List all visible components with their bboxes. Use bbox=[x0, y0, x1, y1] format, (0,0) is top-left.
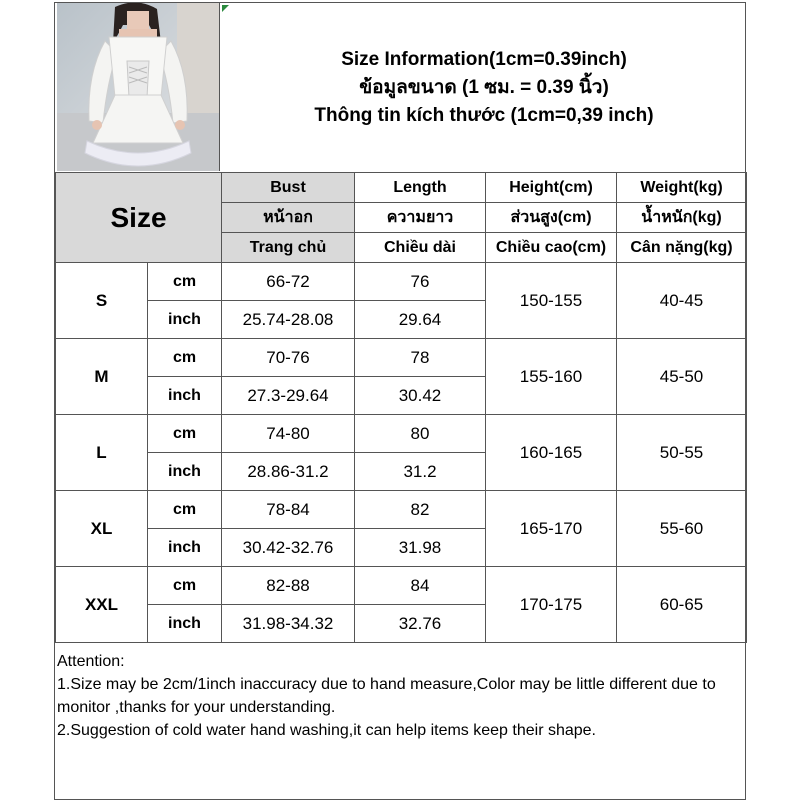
length-inch: 32.76 bbox=[355, 605, 486, 643]
length-header-th: ความยาว bbox=[355, 203, 486, 233]
weight-header-vi: Cân nặng(kg) bbox=[617, 233, 747, 263]
attention-heading: Attention: bbox=[57, 653, 125, 670]
unit-cm: cm bbox=[148, 263, 222, 301]
bust-inch: 27.3-29.64 bbox=[222, 377, 355, 415]
bust-header-th: หน้าอก bbox=[222, 203, 355, 233]
attention-notes bbox=[55, 647, 745, 745]
length-cm: 84 bbox=[355, 567, 486, 605]
height-header-vi: Chiều cao(cm) bbox=[486, 233, 617, 263]
height-value: 165-170 bbox=[486, 491, 617, 567]
height-value: 150-155 bbox=[486, 263, 617, 339]
bust-header-en: Bust bbox=[222, 173, 355, 203]
weight-value: 60-65 bbox=[617, 567, 747, 643]
length-header-vi: Chiều dài bbox=[355, 233, 486, 263]
weight-value: 55-60 bbox=[617, 491, 747, 567]
height-value: 155-160 bbox=[486, 339, 617, 415]
length-inch: 31.98 bbox=[355, 529, 486, 567]
height-header-th: ส่วนสูง(cm) bbox=[486, 203, 617, 233]
size-table bbox=[55, 172, 747, 643]
weight-header-en: Weight(kg) bbox=[617, 173, 747, 203]
length-header-en: Length bbox=[355, 173, 486, 203]
weight-value: 50-55 bbox=[617, 415, 747, 491]
bust-inch: 30.42-32.76 bbox=[222, 529, 355, 567]
bust-cm: 74-80 bbox=[222, 415, 355, 453]
dress-illustration bbox=[57, 3, 220, 171]
bust-inch: 28.86-31.2 bbox=[222, 453, 355, 491]
unit-cm: cm bbox=[148, 567, 222, 605]
bust-inch: 25.74-28.08 bbox=[222, 301, 355, 339]
attention-note-1: 1.Size may be 2cm/1inch inaccuracy due to hand measure,Color may be little different due to monitor ,thanks for your understanding. bbox=[57, 676, 716, 716]
table-row bbox=[56, 491, 747, 529]
weight-header-th: น้ำหนัก(kg) bbox=[617, 203, 747, 233]
unit-inch: inch bbox=[148, 605, 222, 643]
length-cm: 76 bbox=[355, 263, 486, 301]
height-value: 160-165 bbox=[486, 415, 617, 491]
unit-cm: cm bbox=[148, 415, 222, 453]
table-row bbox=[56, 567, 747, 605]
table-row bbox=[56, 263, 747, 301]
size-label: S bbox=[56, 263, 148, 339]
bust-cm: 82-88 bbox=[222, 567, 355, 605]
title-thai: ข้อมูลขนาด (1 ซม. = 0.39 นิ้ว) bbox=[359, 77, 609, 98]
length-cm: 78 bbox=[355, 339, 486, 377]
size-column-header: Size bbox=[56, 173, 222, 263]
size-label: M bbox=[56, 339, 148, 415]
bust-cm: 66-72 bbox=[222, 263, 355, 301]
length-inch: 31.2 bbox=[355, 453, 486, 491]
unit-inch: inch bbox=[148, 377, 222, 415]
title-english: Size Information(1cm=0.39inch) bbox=[341, 49, 627, 70]
height-header-en: Height(cm) bbox=[486, 173, 617, 203]
table-row bbox=[56, 415, 747, 453]
size-info-header bbox=[55, 3, 745, 173]
unit-inch: inch bbox=[148, 301, 222, 339]
bust-cm: 78-84 bbox=[222, 491, 355, 529]
size-chart-sheet bbox=[54, 2, 746, 800]
title-vietnamese: Thông tin kích thước (1cm=0,39 inch) bbox=[314, 105, 654, 126]
size-label: XXL bbox=[56, 567, 148, 643]
weight-value: 45-50 bbox=[617, 339, 747, 415]
unit-inch: inch bbox=[148, 529, 222, 567]
size-label: XL bbox=[56, 491, 148, 567]
length-cm: 80 bbox=[355, 415, 486, 453]
height-value: 170-175 bbox=[486, 567, 617, 643]
length-inch: 29.64 bbox=[355, 301, 486, 339]
unit-cm: cm bbox=[148, 491, 222, 529]
attention-note-2: 2.Suggestion of cold water hand washing,it can help items keep their shape. bbox=[57, 722, 596, 739]
bust-cm: 70-76 bbox=[222, 339, 355, 377]
bust-inch: 31.98-34.32 bbox=[222, 605, 355, 643]
product-photo bbox=[57, 3, 220, 171]
unit-cm: cm bbox=[148, 339, 222, 377]
table-row bbox=[56, 339, 747, 377]
size-label: L bbox=[56, 415, 148, 491]
unit-inch: inch bbox=[148, 453, 222, 491]
weight-value: 40-45 bbox=[617, 263, 747, 339]
length-inch: 30.42 bbox=[355, 377, 486, 415]
bust-header-vi: Trang chủ bbox=[222, 233, 355, 263]
length-cm: 82 bbox=[355, 491, 486, 529]
size-info-titles bbox=[223, 3, 745, 171]
